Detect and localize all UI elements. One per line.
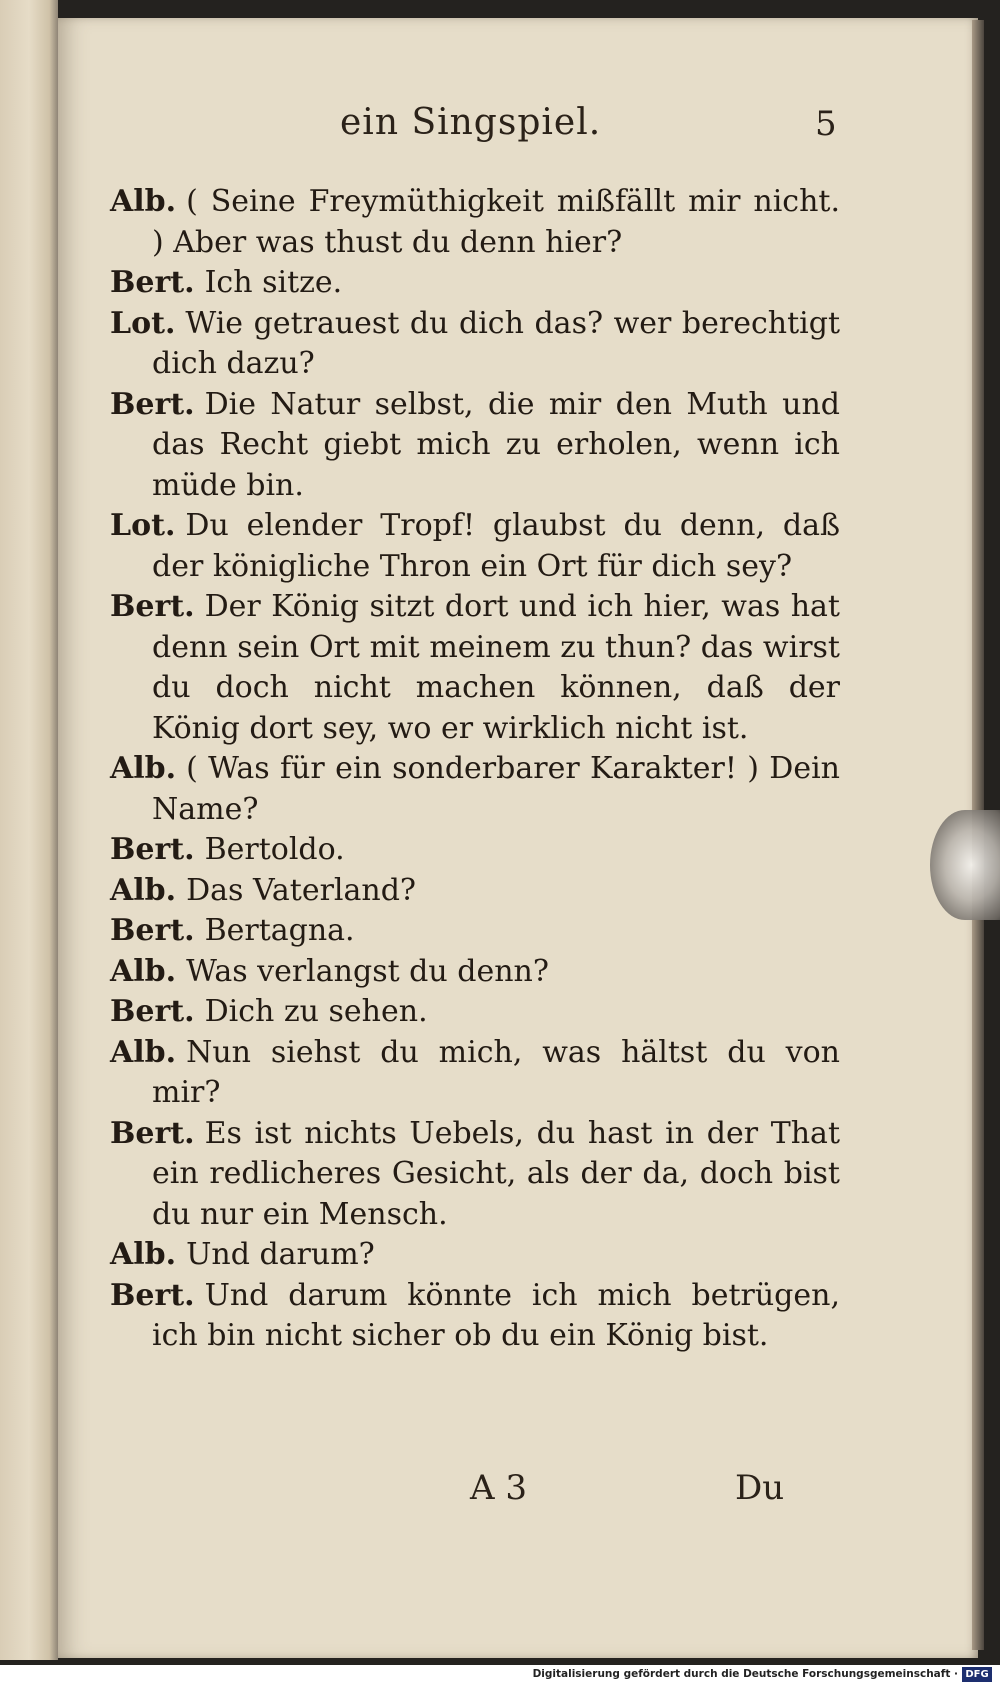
speech-text: Was verlangst du denn?	[186, 953, 549, 989]
speaker-label: Bert.	[110, 913, 195, 948]
digitization-credit: Digitalisierung gefördert durch die Deutsche Forschungsgemeinschaft ·	[532, 1668, 958, 1680]
dialogue-entry	[110, 182, 840, 263]
speaker-label: Bert.	[110, 1115, 195, 1151]
dialogue-entry	[110, 830, 840, 871]
speaker-label: Bert.	[110, 386, 195, 422]
speech-text: Und darum könnte ich mich betrügen, ich bin nicht sicher ob du ein König bist.	[152, 1277, 840, 1353]
speaker-label: Alb.	[110, 953, 177, 989]
speaker-label: Bert.	[110, 265, 195, 300]
speech-text: Wie getrauest du dich das? wer berechtigt dich dazu?	[152, 305, 840, 381]
speaker-label: Alb.	[110, 872, 177, 908]
speech-text: Das Vaterland?	[186, 872, 417, 908]
speech-text: Du elender Tropf! glaubst du denn, daß der königliche Thron ein Ort für dich sey?	[152, 508, 840, 584]
dialogue-entry	[110, 871, 840, 912]
catchword: Du	[735, 1468, 785, 1508]
speaker-label: Bert.	[110, 589, 195, 624]
speaker-label: Alb.	[110, 1034, 177, 1070]
dialogue-entry	[110, 385, 840, 507]
speaker-label: Bert.	[110, 1277, 195, 1313]
dialogue-entry	[110, 952, 840, 993]
dialogue-entry	[110, 911, 840, 952]
dialogue-entry	[110, 263, 840, 304]
dfg-logo-icon: DFG	[962, 1667, 992, 1682]
speech-text: Bertoldo.	[204, 832, 345, 867]
speech-text: Die Natur selbst, die mir den Muth und das Recht giebt mich zu erholen, wenn ich müde bin.	[152, 386, 840, 503]
speaker-label: Bert.	[110, 832, 195, 867]
running-title: ein Singspiel.	[340, 102, 602, 143]
dialogue-entry	[110, 1114, 840, 1236]
dialogue-entry	[110, 749, 840, 830]
speaker-label: Alb.	[110, 184, 177, 219]
speaker-label: Lot.	[110, 305, 176, 341]
speech-text: Ich sitze.	[204, 265, 343, 300]
speech-text: Bertagna.	[204, 913, 355, 948]
dialogue-entry	[110, 587, 840, 749]
dialogue-entry	[110, 992, 840, 1033]
dialogue-entry	[110, 304, 840, 385]
speech-text: Der König sitzt dort und ich hier, was hat denn sein Ort mit meinem zu thun? das wirst du doch nicht machen können, daß der König dort sey, wo er wirklich nicht ist.	[152, 589, 840, 746]
dialogue-entry	[110, 1235, 840, 1276]
speaker-label: Alb.	[110, 1237, 177, 1272]
dialogue-entry	[110, 1276, 840, 1357]
speech-text: ( Seine Freymüthigkeit mißfällt mir nicht. ) Aber was thust du denn hier?	[152, 184, 840, 260]
speech-text: Nun siehst du mich, was hältst du von mir?	[152, 1034, 840, 1110]
page-number: 5	[815, 104, 837, 144]
speech-text: Dich zu sehen.	[204, 994, 428, 1029]
facing-page-edge	[0, 0, 58, 1660]
speaker-label: Lot.	[110, 508, 176, 543]
thumb-glare	[930, 810, 1000, 920]
dialogue-entry	[110, 1033, 840, 1114]
speech-text: Es ist nichts Uebels, du hast in der That ein redlicheres Gesicht, als der da, doch bist du nur ein Mensch.	[152, 1115, 840, 1232]
speech-text: ( Was für ein sonderbarer Karakter! ) Dein Name?	[152, 751, 840, 827]
speaker-label: Bert.	[110, 994, 195, 1029]
dialogue-entry	[110, 506, 840, 587]
speaker-label: Alb.	[110, 751, 177, 786]
dialogue-text	[110, 182, 840, 1357]
speech-text: Und darum?	[186, 1237, 375, 1272]
signature-mark: A 3	[470, 1468, 527, 1508]
